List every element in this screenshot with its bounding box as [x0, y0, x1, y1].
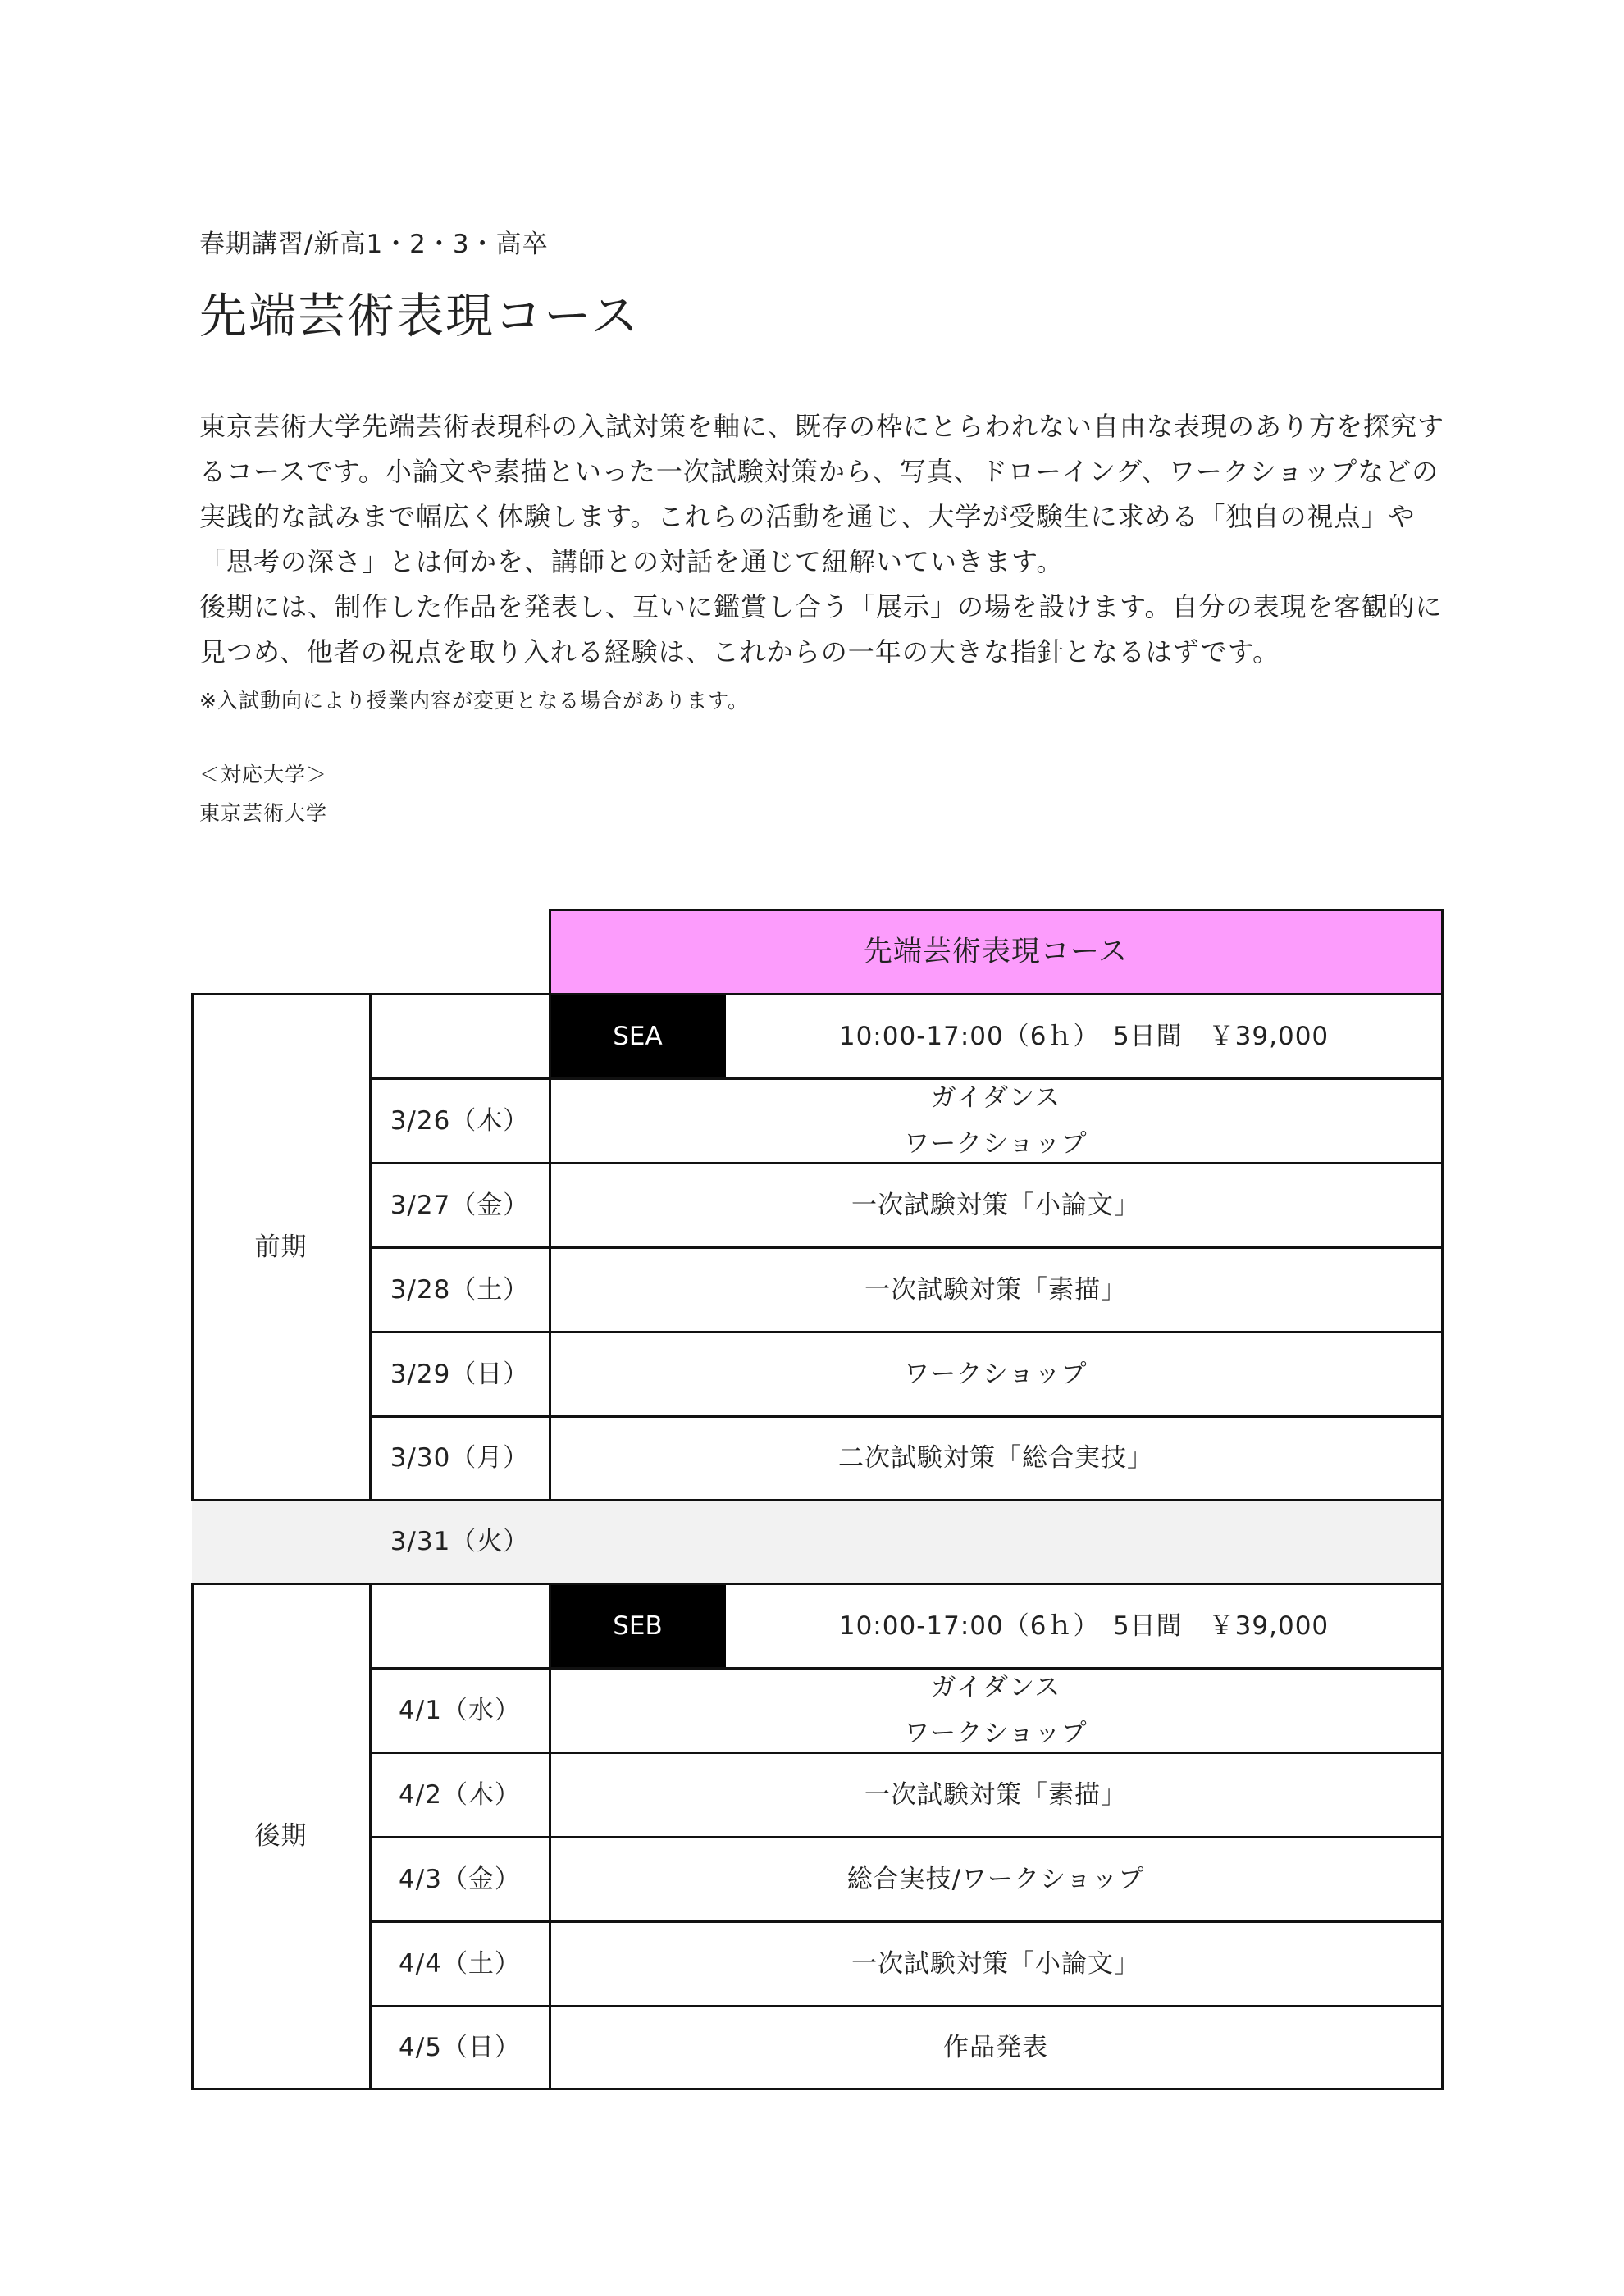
- table-rule: [369, 1752, 1444, 1754]
- second-term-info: 10:00-17:00（6ｈ） 5日間 ￥39,000: [838, 1610, 1330, 1641]
- table-rule: [369, 2005, 1444, 2007]
- table-rule: [369, 993, 372, 1500]
- description-paragraph-2: 後期には、制作した作品を発表し、互いに鑑賞し合う「展示」の場を設けます。自分の表現を客観的に見つめ、他者の視点を取り入れる経験は、これからの一年の大きな指針となるはずです。: [199, 591, 1443, 667]
- session-line: ガイダンス: [930, 1672, 1061, 1702]
- table-rule: [369, 1077, 1444, 1080]
- table-rule: [191, 993, 1444, 995]
- universities-label: ＜対応大学＞: [199, 763, 328, 786]
- table-rule: [369, 1667, 1444, 1670]
- description-paragraph-1: 東京芸術大学先端芸術表現科の入試対策を軸に、既存の枠にとらわれない自由な表現のあり方を探究するコースです。小論文や素描といった一次試験対策から、写真、ドローイング、ワークショップなどの実践的な試みまで幅広く体験します。これらの活動を通じ、大学が受験生に求める「独自の視点」や「思考の深さ」とは何かを、講師との対話を通じて紐解いていきます。: [199, 411, 1445, 577]
- session-content: 一次試験対策「小論文」: [851, 1948, 1140, 1979]
- table-rule: [191, 1583, 1444, 1585]
- table-rule: [369, 1246, 1444, 1249]
- course-subtitle: 春期講習/新高1・2・3・高卒: [199, 230, 549, 259]
- second-term-label: 後期: [254, 1821, 308, 1851]
- table-rule: [549, 1583, 551, 2090]
- date-cell: 4/3（金）: [399, 1864, 521, 1894]
- table-rule: [369, 1836, 1444, 1838]
- session-content: 総合実技/ワークショップ: [846, 1864, 1145, 1894]
- date-cell: 4/1（水）: [399, 1695, 521, 1725]
- session-content: 一次試験対策「小論文」: [851, 1190, 1140, 1220]
- table-rule: [191, 2088, 1444, 2090]
- date-cell: 3/29（日）: [390, 1359, 530, 1389]
- table-rule: [191, 1499, 1444, 1501]
- table-rule: [549, 909, 551, 1500]
- date-cell: 4/2（木）: [399, 1779, 521, 1810]
- session-line: ワークショップ: [904, 1128, 1088, 1159]
- table-rule: [369, 1415, 1444, 1418]
- session-content: [550, 1078, 1442, 1163]
- rest-day-date: 3/31（火）: [390, 1527, 530, 1556]
- table-rule: [369, 1162, 1444, 1164]
- table-rule: [369, 1331, 1444, 1333]
- date-cell: 3/26（木）: [390, 1105, 530, 1136]
- date-cell: 3/30（月）: [390, 1443, 530, 1473]
- session-content: ワークショップ: [904, 1359, 1088, 1389]
- table-rule: [369, 1920, 1444, 1923]
- table-rule: [191, 1583, 194, 2090]
- date-cell: 3/28（土）: [390, 1274, 530, 1305]
- table-rule: [369, 1583, 372, 2090]
- page-title: 先端芸術表現コース: [199, 288, 641, 344]
- date-cell: 3/27（金）: [390, 1190, 530, 1220]
- change-note: ※入試動向により授業内容が変更となる場合があります。: [199, 689, 749, 713]
- university-name: 東京芸術大学: [199, 801, 328, 825]
- session-line: ガイダンス: [930, 1082, 1061, 1113]
- session-content: 一次試験対策「素描」: [864, 1274, 1127, 1305]
- session-content: 作品発表: [943, 2032, 1048, 2062]
- session-content: [550, 1668, 1442, 1752]
- second-term-code-badge: SEB: [550, 1583, 726, 1668]
- table-rule: [549, 909, 1444, 911]
- first-term-label: 前期: [254, 1232, 308, 1262]
- date-cell: 4/5（日）: [399, 2032, 521, 2062]
- first-term-info: 10:00-17:00（6ｈ） 5日間 ￥39,000: [838, 1021, 1330, 1051]
- table-rule: [1441, 909, 1444, 2090]
- course-header: 先端芸術表現コース: [863, 936, 1129, 968]
- first-term-code-badge: SEA: [550, 994, 726, 1078]
- table-rule: [191, 993, 194, 1500]
- date-cell: 4/4（土）: [399, 1948, 521, 1979]
- session-line: ワークショップ: [904, 1718, 1088, 1748]
- session-content: 一次試験対策「素描」: [864, 1779, 1127, 1810]
- session-content: 二次試験対策「総合実技」: [838, 1443, 1153, 1473]
